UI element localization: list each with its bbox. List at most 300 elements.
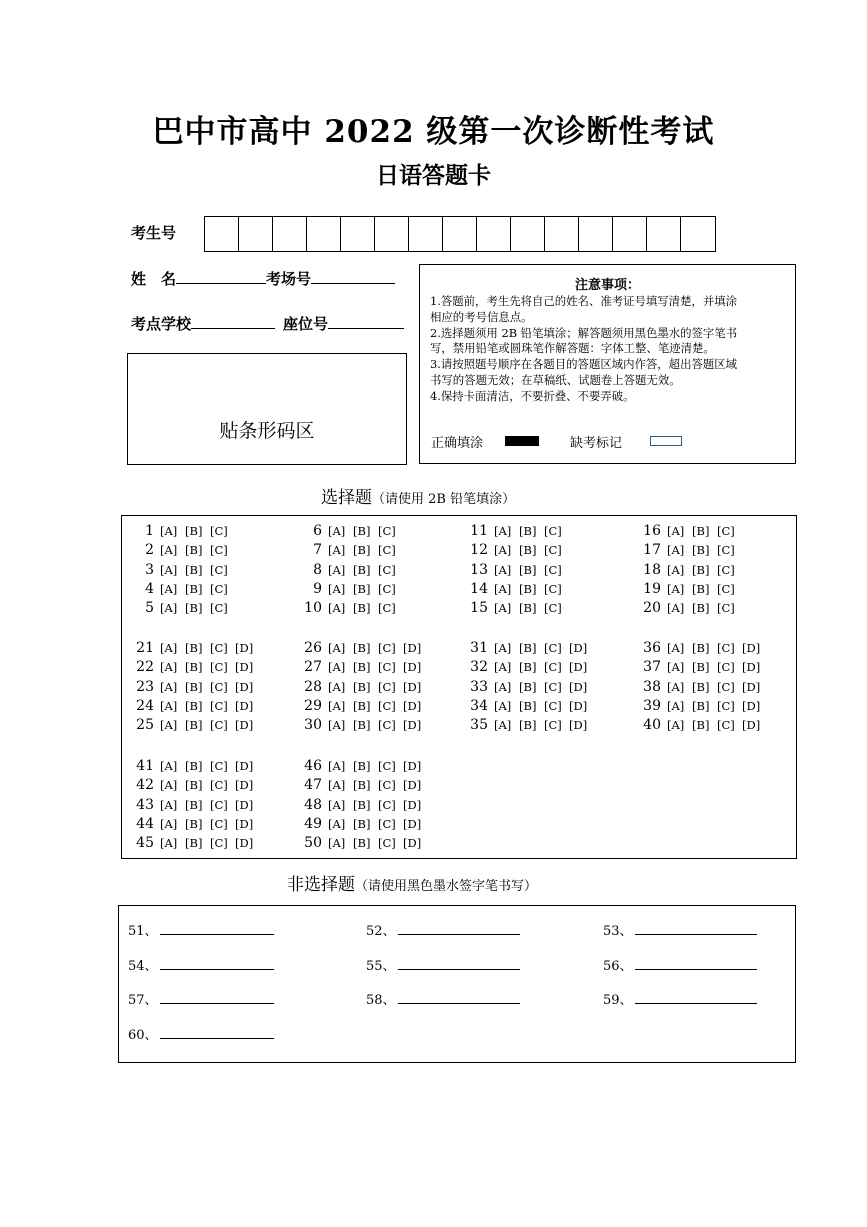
answer-bubble[interactable]: [A] (328, 641, 346, 655)
answer-bubble[interactable]: [C] (544, 641, 562, 655)
answer-bubble[interactable]: [A] (328, 817, 346, 831)
answer-bubble[interactable]: [B] (353, 680, 371, 694)
exam-id-digit-box[interactable] (477, 217, 511, 251)
notice-box (419, 264, 796, 464)
answer-bubble[interactable]: [B] (519, 524, 537, 538)
answer-bubble[interactable]: [B] (185, 660, 203, 674)
question-number: 13 (470, 562, 488, 578)
answer-line[interactable] (635, 924, 757, 935)
answer-bubble[interactable]: [A] (494, 641, 512, 655)
room-label: 考场号 (266, 270, 312, 288)
question-number: 38 (643, 679, 661, 695)
school-row (131, 313, 404, 334)
answer-bubble[interactable]: [A] (494, 582, 512, 596)
answer-bubble[interactable]: [A] (494, 718, 512, 732)
answer-bubble[interactable]: [D] (403, 778, 422, 792)
answer-bubble[interactable]: [B] (353, 660, 371, 674)
fill-section-title (287, 870, 537, 895)
answer-bubble[interactable]: [A] (667, 718, 685, 732)
answer-bubble[interactable]: [D] (403, 699, 422, 713)
multiple-choice-area (121, 515, 797, 859)
answer-bubble[interactable]: [C] (544, 582, 562, 596)
answer-bubble[interactable]: [D] (403, 718, 422, 732)
mc-question-5 (134, 600, 235, 619)
answer-bubble[interactable]: [C] (378, 582, 396, 596)
answer-bubble[interactable]: [D] (742, 718, 761, 732)
answer-bubble[interactable]: [A] (160, 582, 178, 596)
answer-bubble[interactable]: [C] (210, 759, 228, 773)
answer-bubble[interactable]: [A] (328, 563, 346, 577)
answer-line[interactable] (398, 924, 520, 935)
answer-bubble[interactable]: [B] (185, 699, 203, 713)
notice-line: 1.答题前，考生先将自己的姓名、准考证号填写清楚，并填涂 (430, 294, 738, 308)
answer-bubble[interactable]: [D] (403, 641, 422, 655)
mc-question-34 (468, 698, 594, 717)
mc-question-27 (302, 659, 428, 678)
answer-line[interactable] (160, 924, 274, 935)
answer-bubble[interactable]: [A] (667, 563, 685, 577)
answer-bubble[interactable]: [C] (544, 601, 562, 615)
exam-id-digit-box[interactable] (273, 217, 307, 251)
question-number: 31 (470, 640, 488, 656)
answer-bubble[interactable]: [D] (235, 836, 254, 850)
absent-mark-box[interactable] (650, 436, 682, 446)
answer-bubble[interactable]: [B] (353, 836, 371, 850)
question-number: 28 (304, 679, 322, 695)
answer-bubble[interactable]: [B] (519, 563, 537, 577)
answer-bubble[interactable]: [B] (353, 718, 371, 732)
room-field[interactable] (311, 283, 395, 284)
answer-bubble[interactable]: [A] (667, 660, 685, 674)
question-number: 36 (643, 640, 661, 656)
answer-bubble[interactable]: [A] (328, 660, 346, 674)
fill-title: 非选择题 (287, 875, 355, 895)
answer-bubble[interactable]: [B] (353, 778, 371, 792)
answer-bubble[interactable]: [B] (519, 718, 537, 732)
answer-bubble[interactable]: [D] (403, 759, 422, 773)
answer-bubble[interactable]: [D] (235, 699, 254, 713)
mc-question-45 (134, 835, 260, 854)
answer-bubble[interactable]: [D] (235, 817, 254, 831)
answer-bubble[interactable]: [C] (210, 680, 228, 694)
answer-bubble[interactable]: [A] (494, 660, 512, 674)
exam-id-digit-box[interactable] (307, 217, 341, 251)
question-number: 27 (304, 659, 322, 675)
question-number: 3 (145, 562, 154, 578)
answer-bubble[interactable]: [D] (403, 836, 422, 850)
answer-bubble[interactable]: [C] (378, 718, 396, 732)
answer-bubble[interactable]: [B] (185, 798, 203, 812)
answer-bubble[interactable]: [C] (210, 778, 228, 792)
answer-bubble[interactable]: [C] (210, 699, 228, 713)
question-number: 9 (313, 581, 322, 597)
answer-bubble[interactable]: [C] (544, 524, 562, 538)
answer-bubble[interactable]: [B] (692, 660, 710, 674)
mc-question-36 (641, 640, 767, 659)
exam-id-digit-box[interactable] (205, 217, 239, 251)
answer-bubble[interactable]: [C] (378, 641, 396, 655)
exam-id-digit-box[interactable] (375, 217, 409, 251)
mc-title: 选择题 (321, 488, 372, 508)
answer-bubble[interactable]: [D] (403, 660, 422, 674)
answer-bubble[interactable]: [B] (185, 641, 203, 655)
answer-bubble[interactable]: [A] (160, 680, 178, 694)
answer-bubble[interactable]: [C] (378, 543, 396, 557)
answer-bubble[interactable]: [C] (210, 524, 228, 538)
notice-line: 相应的考号信息点。 (430, 309, 533, 324)
answer-bubble[interactable]: [A] (328, 601, 346, 615)
answer-bubble[interactable]: [D] (569, 641, 588, 655)
mc-question-28 (302, 679, 428, 698)
answer-bubble[interactable]: [A] (328, 582, 346, 596)
answer-bubble[interactable]: [C] (378, 817, 396, 831)
answer-bubble[interactable]: [A] (494, 699, 512, 713)
answer-line[interactable] (160, 1028, 274, 1039)
answer-bubble[interactable]: [C] (378, 836, 396, 850)
mc-question-39 (641, 698, 767, 717)
mc-question-21 (134, 640, 260, 659)
answer-bubble[interactable]: [C] (378, 680, 396, 694)
answer-bubble[interactable]: [A] (328, 759, 346, 773)
answer-bubble[interactable]: [A] (328, 699, 346, 713)
answer-bubble[interactable]: [B] (692, 680, 710, 694)
answer-bubble[interactable]: [B] (519, 699, 537, 713)
question-number: 7 (313, 542, 322, 558)
answer-bubble[interactable]: [A] (667, 601, 685, 615)
fill-question-number: 52、 (366, 924, 396, 939)
answer-bubble[interactable]: [B] (353, 759, 371, 773)
answer-bubble[interactable]: [D] (569, 660, 588, 674)
exam-id-digit-box[interactable] (443, 217, 477, 251)
answer-bubble[interactable]: [C] (717, 582, 735, 596)
fill-question-number: 56、 (603, 959, 633, 974)
answer-bubble[interactable]: [B] (692, 718, 710, 732)
answer-bubble[interactable]: [C] (717, 680, 735, 694)
answer-bubble[interactable]: [C] (378, 660, 396, 674)
question-number: 16 (643, 523, 661, 539)
name-field[interactable] (176, 283, 266, 284)
answer-bubble[interactable]: [D] (742, 699, 761, 713)
answer-bubble[interactable]: [C] (544, 543, 562, 557)
answer-bubble[interactable]: [A] (494, 524, 512, 538)
exam-id-digit-box[interactable] (511, 217, 545, 251)
answer-bubble[interactable]: [B] (185, 543, 203, 557)
mc-question-50 (302, 835, 428, 854)
answer-bubble[interactable]: [C] (544, 718, 562, 732)
answer-bubble[interactable]: [A] (494, 601, 512, 615)
question-number: 11 (470, 523, 488, 539)
answer-bubble[interactable]: [C] (378, 798, 396, 812)
fill-question (603, 920, 757, 939)
mc-question-9 (302, 581, 403, 600)
answer-bubble[interactable]: [D] (569, 699, 588, 713)
mc-question-13 (468, 562, 569, 581)
question-number: 40 (643, 717, 661, 733)
answer-bubble[interactable]: [C] (210, 817, 228, 831)
answer-bubble[interactable]: [B] (353, 563, 371, 577)
fill-question (128, 955, 274, 974)
answer-bubble[interactable]: [A] (667, 543, 685, 557)
answer-bubble[interactable]: [A] (160, 778, 178, 792)
mc-question-26 (302, 640, 428, 659)
mc-question-40 (641, 717, 767, 736)
notice-line: 写，禁用铅笔或圆珠笔作解答题：字体工整、笔迹清楚。 (430, 341, 715, 356)
exam-id-digit-box[interactable] (545, 217, 579, 251)
answer-bubble[interactable]: [A] (160, 563, 178, 577)
answer-bubble[interactable]: [D] (569, 718, 588, 732)
question-number: 23 (136, 679, 154, 695)
answer-bubble[interactable]: [D] (403, 798, 422, 812)
exam-id-label: 考生号 (131, 224, 177, 242)
mc-note: （请使用 2B 铅笔填涂） (372, 492, 516, 507)
answer-bubble[interactable]: [A] (160, 798, 178, 812)
answer-bubble[interactable]: [B] (692, 582, 710, 596)
fill-question (366, 989, 520, 1008)
answer-bubble[interactable]: [A] (667, 699, 685, 713)
question-number: 20 (643, 600, 661, 616)
question-number: 44 (136, 816, 154, 832)
answer-bubble[interactable]: [A] (160, 641, 178, 655)
answer-bubble[interactable]: [B] (353, 524, 371, 538)
mc-question-42 (134, 777, 260, 796)
school-field[interactable] (191, 328, 275, 329)
answer-bubble[interactable]: [B] (692, 601, 710, 615)
exam-id-digit-box[interactable] (681, 217, 715, 251)
answer-bubble[interactable]: [B] (185, 778, 203, 792)
answer-line[interactable] (635, 993, 757, 1004)
answer-bubble[interactable]: [C] (717, 524, 735, 538)
answer-bubble[interactable]: [A] (328, 718, 346, 732)
exam-id-digit-box[interactable] (409, 217, 443, 251)
answer-bubble[interactable]: [B] (353, 798, 371, 812)
mc-question-33 (468, 679, 594, 698)
exam-id-digit-box[interactable] (341, 217, 375, 251)
exam-id-digit-box[interactable] (613, 217, 647, 251)
question-number: 35 (470, 717, 488, 733)
answer-line[interactable] (160, 959, 274, 970)
answer-bubble[interactable]: [C] (717, 641, 735, 655)
answer-bubble[interactable]: [C] (378, 699, 396, 713)
answer-bubble[interactable]: [B] (185, 563, 203, 577)
answer-bubble[interactable]: [D] (235, 798, 254, 812)
answer-bubble[interactable]: [B] (692, 563, 710, 577)
fill-question-number: 57、 (128, 993, 158, 1008)
answer-bubble[interactable]: [B] (185, 582, 203, 596)
answer-bubble[interactable]: [A] (328, 524, 346, 538)
question-number: 33 (470, 679, 488, 695)
answer-bubble[interactable]: [A] (328, 798, 346, 812)
answer-bubble[interactable]: [A] (160, 817, 178, 831)
mc-question-46 (302, 758, 428, 777)
name-label: 姓 名 (131, 270, 177, 288)
answer-bubble[interactable]: [B] (353, 641, 371, 655)
question-number: 19 (643, 581, 661, 597)
answer-bubble[interactable]: [B] (692, 699, 710, 713)
answer-bubble[interactable]: [C] (210, 582, 228, 596)
fill-question (603, 989, 757, 1008)
answer-bubble[interactable]: [C] (544, 660, 562, 674)
answer-bubble[interactable]: [B] (353, 817, 371, 831)
answer-line[interactable] (635, 959, 757, 970)
answer-bubble[interactable]: [C] (378, 524, 396, 538)
answer-bubble[interactable]: [B] (185, 601, 203, 615)
question-number: 10 (304, 600, 322, 616)
answer-bubble[interactable]: [C] (210, 601, 228, 615)
answer-bubble[interactable]: [C] (717, 543, 735, 557)
mc-question-12 (468, 542, 569, 561)
answer-bubble[interactable]: [B] (692, 641, 710, 655)
barcode-area (127, 353, 407, 465)
answer-bubble[interactable]: [A] (328, 836, 346, 850)
answer-bubble[interactable]: [B] (519, 601, 537, 615)
question-number: 5 (145, 600, 154, 616)
question-number: 8 (313, 562, 322, 578)
answer-bubble[interactable]: [B] (353, 601, 371, 615)
mc-question-10 (302, 600, 403, 619)
mc-question-2 (134, 542, 235, 561)
answer-bubble[interactable]: [D] (742, 680, 761, 694)
answer-bubble[interactable]: [B] (185, 817, 203, 831)
answer-bubble[interactable]: [B] (185, 836, 203, 850)
answer-bubble[interactable]: [C] (210, 718, 228, 732)
answer-bubble[interactable]: [C] (717, 660, 735, 674)
mc-question-19 (641, 581, 742, 600)
answer-bubble[interactable]: [C] (717, 601, 735, 615)
answer-bubble[interactable]: [A] (160, 836, 178, 850)
exam-id-digit-box[interactable] (239, 217, 273, 251)
answer-bubble[interactable]: [B] (519, 582, 537, 596)
mc-question-30 (302, 717, 428, 736)
answer-bubble[interactable]: [A] (160, 524, 178, 538)
answer-bubble[interactable]: [D] (235, 759, 254, 773)
mc-question-24 (134, 698, 260, 717)
answer-bubble[interactable]: [D] (403, 817, 422, 831)
answer-bubble[interactable]: [C] (210, 660, 228, 674)
answer-bubble[interactable]: [B] (185, 759, 203, 773)
answer-bubble[interactable]: [B] (353, 543, 371, 557)
notice-title: 注意事项： (574, 278, 640, 293)
mc-question-31 (468, 640, 594, 659)
answer-bubble[interactable]: [A] (160, 759, 178, 773)
answer-bubble[interactable]: [B] (353, 582, 371, 596)
answer-bubble[interactable]: [A] (160, 660, 178, 674)
question-number: 1 (145, 523, 154, 539)
answer-bubble[interactable]: [B] (519, 660, 537, 674)
answer-bubble[interactable]: [A] (667, 641, 685, 655)
answer-bubble[interactable]: [A] (494, 680, 512, 694)
mc-question-38 (641, 679, 767, 698)
answer-bubble[interactable]: [B] (185, 524, 203, 538)
question-number: 30 (304, 717, 322, 733)
answer-bubble[interactable]: [C] (210, 563, 228, 577)
answer-bubble[interactable]: [A] (328, 778, 346, 792)
answer-bubble[interactable]: [C] (378, 759, 396, 773)
answer-bubble[interactable]: [D] (235, 718, 254, 732)
answer-bubble[interactable]: [A] (667, 680, 685, 694)
question-number: 2 (145, 542, 154, 558)
question-number: 46 (304, 758, 322, 774)
answer-bubble[interactable]: [B] (692, 543, 710, 557)
answer-bubble[interactable]: [C] (717, 718, 735, 732)
mc-question-3 (134, 562, 235, 581)
answer-bubble[interactable]: [A] (667, 524, 685, 538)
answer-bubble[interactable]: [C] (544, 699, 562, 713)
answer-bubble[interactable]: [B] (353, 699, 371, 713)
answer-line[interactable] (160, 993, 274, 1004)
answer-bubble[interactable]: [B] (185, 718, 203, 732)
answer-bubble[interactable]: [A] (328, 543, 346, 557)
answer-bubble[interactable]: [A] (160, 699, 178, 713)
answer-bubble[interactable]: [A] (160, 718, 178, 732)
mc-question-44 (134, 816, 260, 835)
answer-bubble[interactable]: [A] (328, 680, 346, 694)
answer-line[interactable] (398, 993, 520, 1004)
answer-bubble[interactable]: [D] (235, 778, 254, 792)
answer-bubble[interactable]: [D] (235, 641, 254, 655)
absent-mark-label: 缺考标记 (570, 436, 623, 451)
answer-bubble[interactable]: [D] (403, 680, 422, 694)
answer-bubble[interactable]: [B] (519, 543, 537, 557)
fill-question-number: 53、 (603, 924, 633, 939)
mc-question-11 (468, 523, 569, 542)
answer-bubble[interactable]: [B] (519, 680, 537, 694)
answer-bubble[interactable]: [C] (544, 680, 562, 694)
exam-id-digit-box[interactable] (579, 217, 613, 251)
seat-field[interactable] (328, 328, 404, 329)
answer-bubble[interactable]: [C] (378, 601, 396, 615)
question-number: 47 (304, 777, 322, 793)
question-number: 45 (136, 835, 154, 851)
answer-bubble[interactable]: [C] (544, 563, 562, 577)
answer-bubble[interactable]: [C] (210, 543, 228, 557)
answer-bubble[interactable]: [A] (160, 543, 178, 557)
answer-bubble[interactable]: [B] (185, 680, 203, 694)
fill-question (603, 955, 757, 974)
answer-bubble[interactable]: [C] (717, 563, 735, 577)
answer-bubble[interactable]: [A] (667, 582, 685, 596)
answer-bubble[interactable]: [A] (160, 601, 178, 615)
exam-id-digit-box[interactable] (647, 217, 681, 251)
question-number: 49 (304, 816, 322, 832)
answer-bubble[interactable]: [C] (378, 563, 396, 577)
mc-question-32 (468, 659, 594, 678)
mc-question-41 (134, 758, 260, 777)
answer-bubble[interactable]: [D] (235, 660, 254, 674)
question-number: 12 (470, 542, 488, 558)
answer-bubble[interactable]: [A] (494, 543, 512, 557)
answer-line[interactable] (398, 959, 520, 970)
answer-bubble[interactable]: [D] (235, 680, 254, 694)
answer-bubble[interactable]: [C] (210, 798, 228, 812)
answer-bubble[interactable]: [B] (692, 524, 710, 538)
answer-bubble[interactable]: [D] (742, 641, 761, 655)
question-number: 17 (643, 542, 661, 558)
answer-bubble[interactable]: [B] (519, 641, 537, 655)
answer-bubble[interactable]: [C] (210, 641, 228, 655)
answer-bubble[interactable]: [A] (494, 563, 512, 577)
answer-bubble[interactable]: [D] (742, 660, 761, 674)
exam-id-grid[interactable] (204, 216, 716, 252)
question-number: 41 (136, 758, 154, 774)
answer-bubble[interactable]: [C] (717, 699, 735, 713)
answer-bubble[interactable]: [D] (569, 680, 588, 694)
mc-question-35 (468, 717, 594, 736)
answer-bubble[interactable]: [C] (378, 778, 396, 792)
mc-question-20 (641, 600, 742, 619)
fill-question (128, 920, 274, 939)
answer-bubble[interactable]: [C] (210, 836, 228, 850)
question-number: 15 (470, 600, 488, 616)
